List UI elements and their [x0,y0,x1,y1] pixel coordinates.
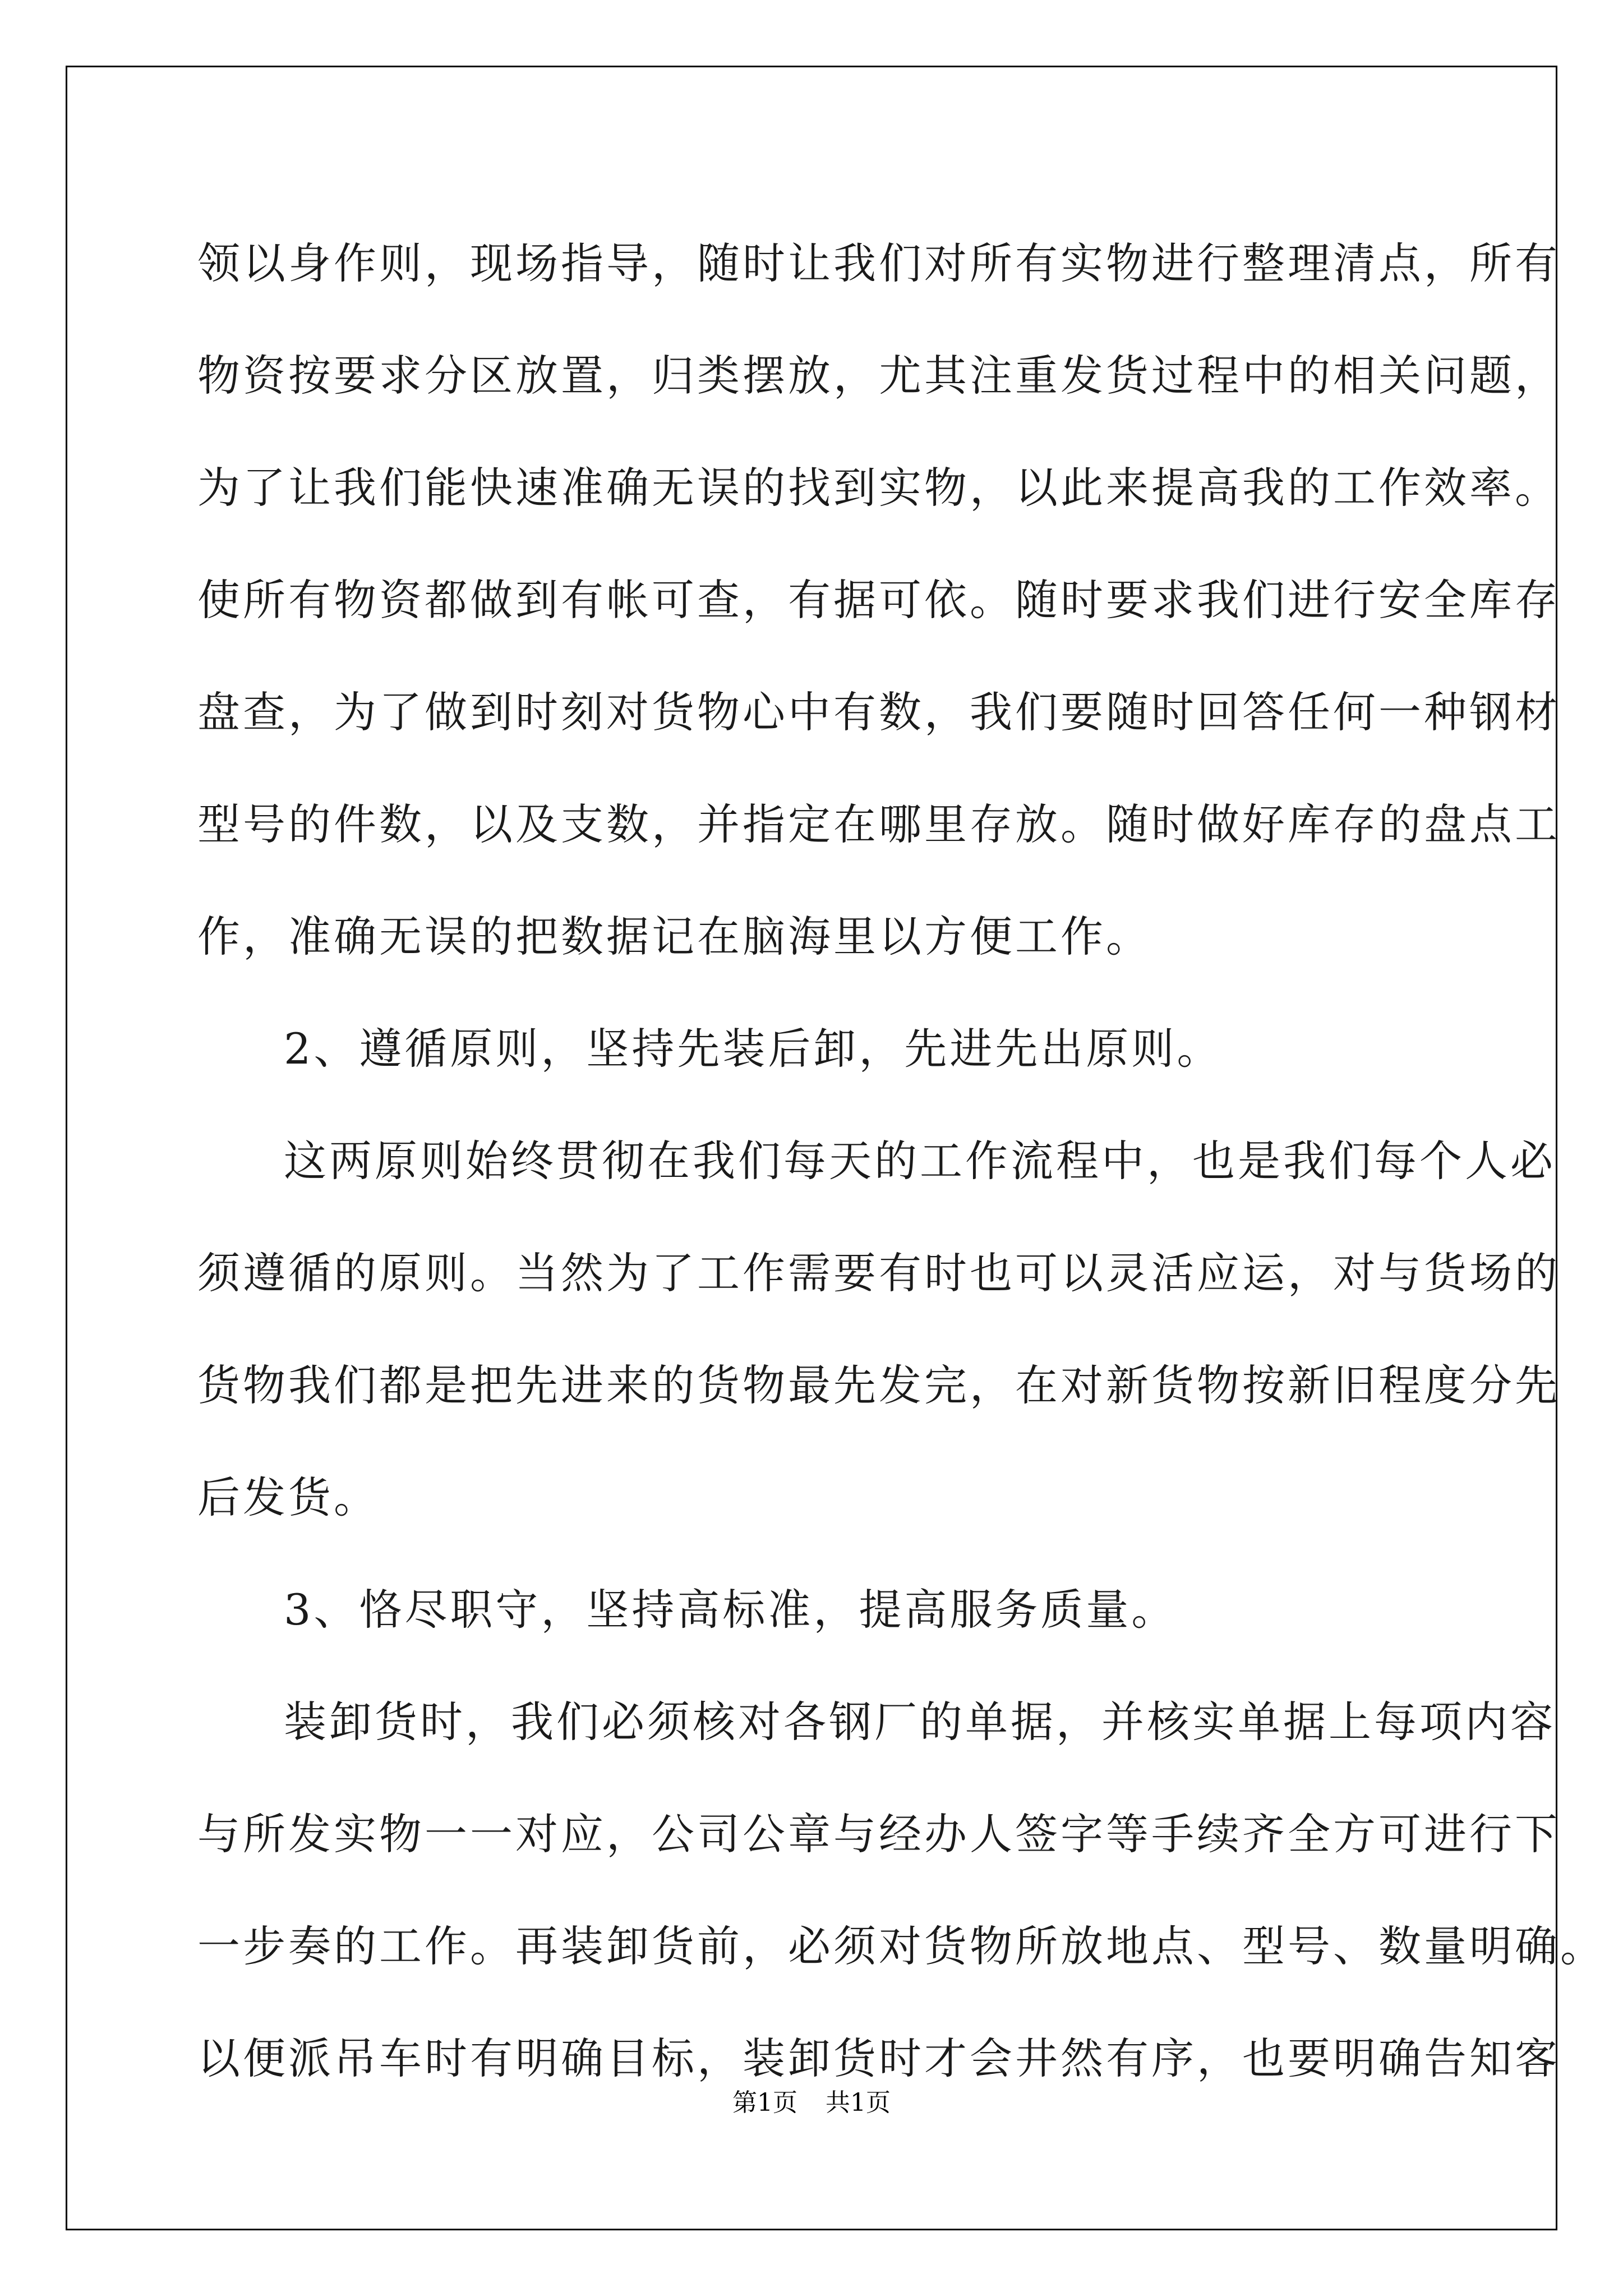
section-heading: 2、遵循原则，坚持先装后卸，先进先出原则。 [284,1024,1223,1074]
text-line: 领以身作则，现场指导，随时让我们对所有实物进行整理清点，所有 [197,238,1560,288]
document-body [197,208,1606,2115]
text-line: 须遵循的原则。当然为了工作需要有时也可以灵活应运，对与货场的 [197,1248,1560,1298]
section-heading: 3、恪尽职守，坚持高标准，提高服务质量。 [284,1585,1177,1635]
text-line: 使所有物资都做到有帐可查，有据可依。随时要求我们进行安全库存 [197,575,1560,625]
text-line: 货物我们都是把先进来的货物最先发完，在对新货物按新旧程度分先 [197,1360,1560,1410]
text-line: 装卸货时，我们必须核对各钢厂的单据，并核实单据上每项内容 [284,1697,1556,1747]
text-line: 这两原则始终贯彻在我们每天的工作流程中，也是我们每个人必 [284,1136,1556,1186]
text-line: 盘查，为了做到时刻对货物心中有数，我们要随时回答任何一种钢材 [197,687,1560,737]
text-line: 一步奏的工作。再装卸货前，必须对货物所放地点、型号、数量明确。 [197,1921,1606,1971]
text-line: 以便派吊车时有明确目标，装卸货时才会井然有序，也要明确告知客 [197,2033,1560,2083]
text-line: 作，准确无误的把数据记在脑海里以方便工作。 [197,912,1151,961]
text-line: 为了让我们能快速准确无误的找到实物，以此来提高我的工作效率。 [197,463,1560,513]
total-pages: 共1页 [826,2088,891,2117]
text-line: 与所发实物一一对应，公司公章与经办人签字等手续齐全方可进行下 [197,1809,1560,1859]
text-line: 物资按要求分区放置，归类摆放，尤其注重发货过程中的相关问题， [197,351,1560,401]
text-line: 型号的件数，以及支数，并指定在哪里存放。随时做好库存的盘点工 [197,799,1560,849]
text-line: 后发货。 [197,1473,379,1522]
page-number: 第1页 [732,2088,797,2117]
page-footer [0,2082,1623,2118]
